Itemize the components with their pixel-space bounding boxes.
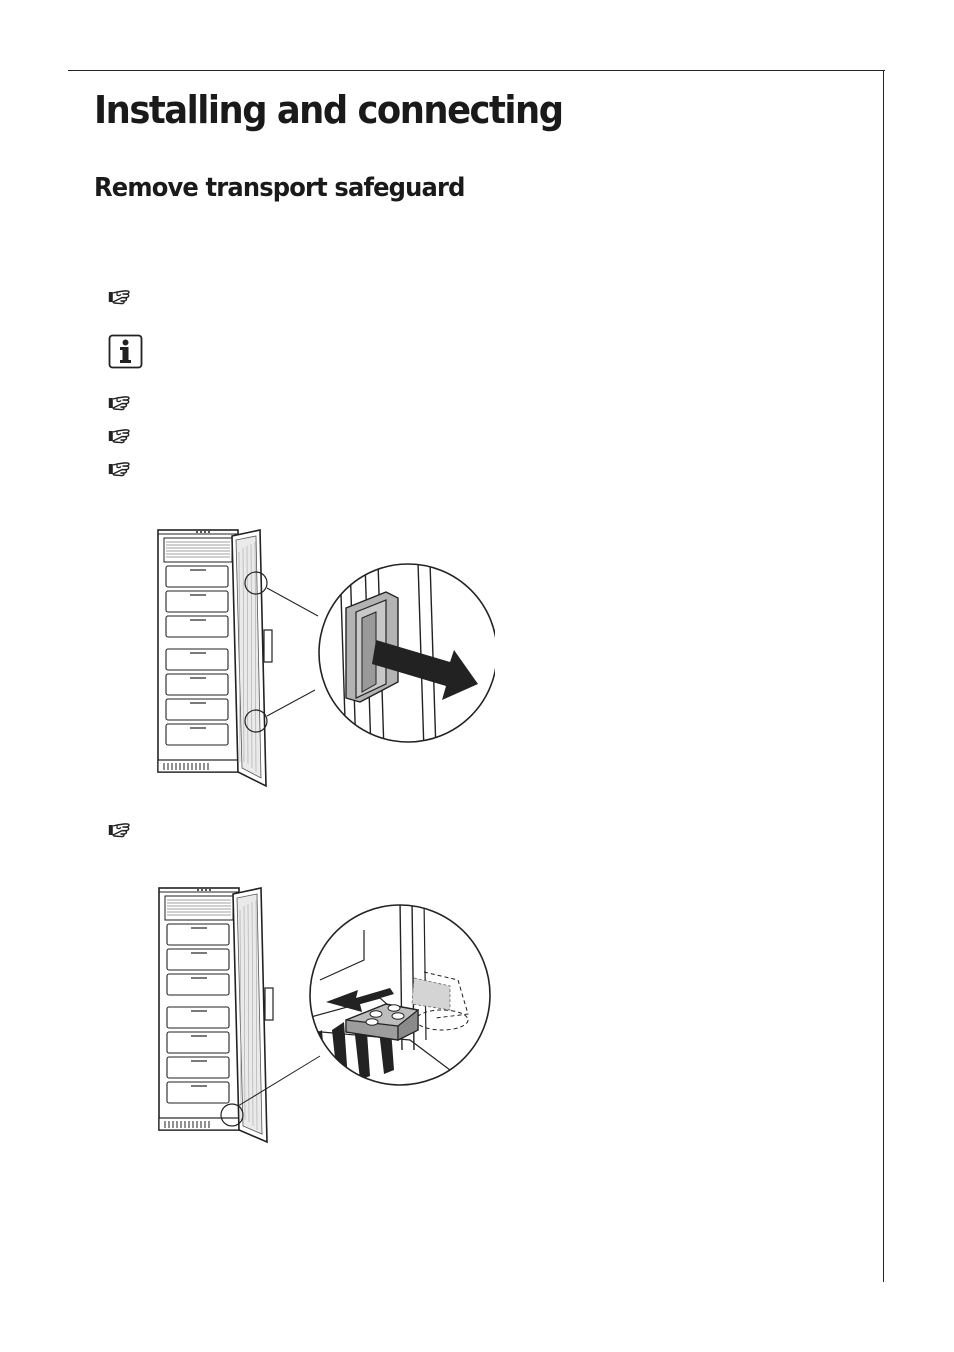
- pointing-hand-icon: [108, 428, 146, 448]
- freezer-door-safeguard-illustration: [150, 522, 495, 794]
- top-rule: [68, 70, 885, 71]
- pointing-hand-icon: [108, 395, 146, 415]
- pointing-hand-icon: [108, 461, 146, 481]
- page-title: Installing and connecting: [94, 88, 563, 132]
- info-icon: [108, 334, 144, 370]
- pointing-hand-icon: [108, 822, 146, 842]
- section-title: Remove transport safeguard: [94, 173, 465, 203]
- pointing-hand-icon: [108, 289, 146, 309]
- right-rule: [883, 70, 884, 1282]
- freezer-bottom-safeguard-illustration: [150, 880, 500, 1150]
